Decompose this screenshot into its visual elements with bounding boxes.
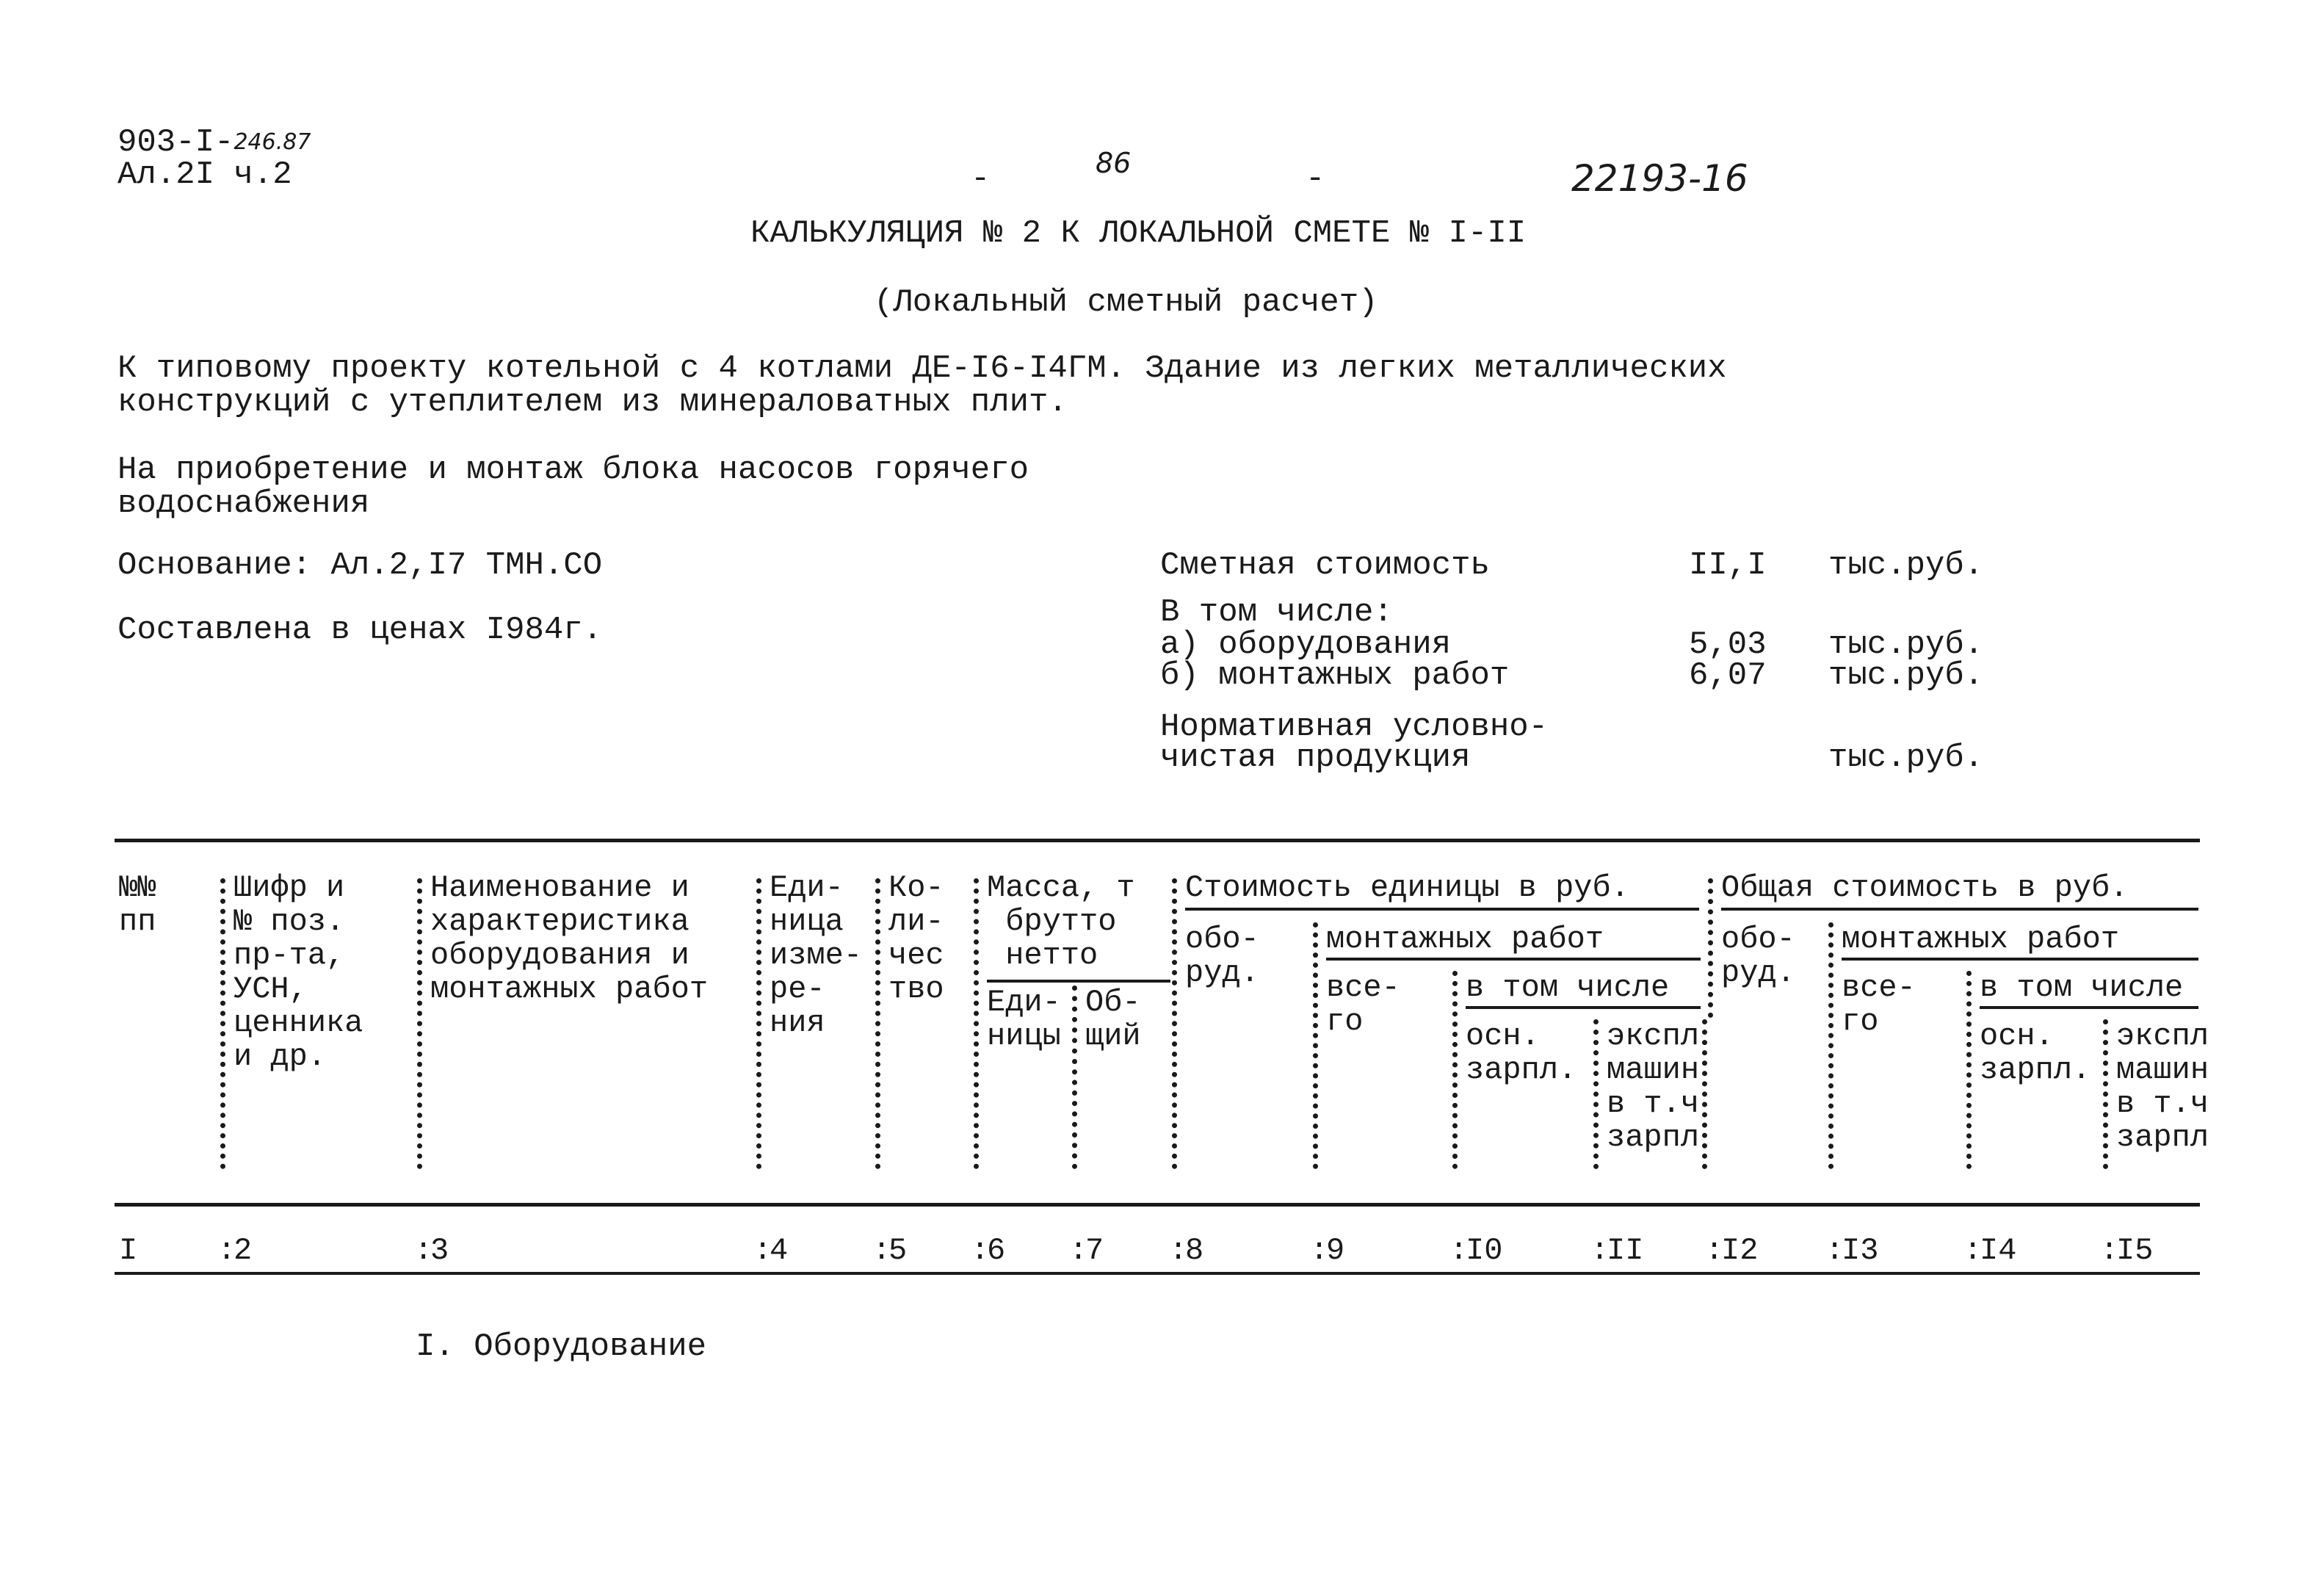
sep-11 xyxy=(1593,1019,1599,1169)
header-name: Наименование и характеристика оборудования и монтажных работ xyxy=(430,870,709,1007)
rule-total-mount xyxy=(1842,958,2198,961)
sep-5 xyxy=(875,878,880,1169)
dash-left: - xyxy=(971,161,991,198)
archive-number: 22193-16 xyxy=(1571,157,1748,200)
header-row-number: №№ пп xyxy=(119,870,156,939)
header-quantity: Ко- ли- чес тво xyxy=(888,870,944,1007)
rule-total-cost xyxy=(1721,908,2198,911)
table-number-row-rule xyxy=(115,1272,2200,1275)
col-number-5: 5 xyxy=(888,1233,908,1268)
header-total-equipment: обо- руд. xyxy=(1721,922,1795,991)
col-number-colon: : xyxy=(1963,1233,1983,1268)
sep-9 xyxy=(1313,922,1318,1169)
header-mass-unit: Еди- ницы xyxy=(987,985,1061,1054)
sep-11b xyxy=(1702,1019,1707,1169)
cost-including-label: В том числе: xyxy=(1160,594,1393,631)
dash-right: - xyxy=(1306,161,1325,198)
sep-12 xyxy=(1708,878,1713,1018)
col-number-8: 8 xyxy=(1185,1233,1204,1268)
col-number-colon: : xyxy=(1705,1233,1724,1268)
document-title: КАЛЬКУЛЯЦИЯ № 2 К ЛОКАЛЬНОЙ СМЕТЕ № І-ІІ xyxy=(750,215,1527,252)
cost-total-unit: тыс.руб. xyxy=(1828,547,1984,584)
header-mass: Масса, т брутто нетто xyxy=(987,870,1135,973)
sep-10 xyxy=(1452,971,1458,1169)
col-number-11: ІІ xyxy=(1607,1233,1644,1268)
col-number-2: 2 xyxy=(234,1233,253,1268)
purpose-line1: На приобретение и монтаж блока насосов горячего xyxy=(117,452,1029,488)
col-number-7: 7 xyxy=(1085,1233,1104,1268)
document-code-printed: 903-І- xyxy=(117,124,234,161)
cost-installation-label: б) монтажных работ xyxy=(1160,657,1510,694)
document-subtitle: (Локальный сметный расчет) xyxy=(874,284,1378,321)
cost-total-value: ІІ,І xyxy=(1689,547,1767,584)
col-number-4: 4 xyxy=(770,1233,789,1268)
project-description-line2: конструкций с утеплителем из минераловатных плит. xyxy=(117,384,1068,421)
header-total-machines: экспл машин в т.ч зарпл xyxy=(2116,1019,2209,1155)
col-number-colon: : xyxy=(1069,1233,1088,1268)
col-number-colon: : xyxy=(2100,1233,2119,1268)
col-number-14: І4 xyxy=(1980,1233,2017,1268)
sep-3 xyxy=(417,878,422,1169)
col-number-colon: : xyxy=(217,1233,236,1268)
col-number-13: І3 xyxy=(1842,1233,1879,1268)
header-total-cost: Общая стоимость в руб. xyxy=(1721,870,2129,905)
table-top-rule xyxy=(115,839,2200,842)
header-total-incl: в том числе xyxy=(1980,970,2184,1005)
header-total-mount-all: все- го xyxy=(1842,970,1916,1039)
header-unit-cost: Стоимость единицы в руб. xyxy=(1185,870,1629,905)
col-number-colon: : xyxy=(753,1233,772,1268)
rule-mass xyxy=(987,980,1170,983)
cost-installation-value: 6,07 xyxy=(1689,657,1767,694)
sep-2 xyxy=(220,878,225,1169)
table-header-bottom-rule xyxy=(115,1203,2200,1207)
col-number-15: І5 xyxy=(2116,1233,2154,1268)
col-number-6: 6 xyxy=(987,1233,1006,1268)
col-number-colon: : xyxy=(971,1233,990,1268)
col-number-colon: : xyxy=(1825,1233,1845,1268)
header-total-mount: монтажных работ xyxy=(1842,922,2120,957)
sep-7 xyxy=(1072,986,1077,1169)
col-number-10: І0 xyxy=(1466,1233,1503,1268)
sep-14 xyxy=(1966,971,1972,1169)
header-unit-salary: осн. зарпл. xyxy=(1466,1019,1577,1088)
col-number-12: І2 xyxy=(1721,1233,1759,1268)
header-unit-mount-all: все- го xyxy=(1326,970,1400,1039)
rule-unit-mount xyxy=(1326,958,1701,961)
sep-6 xyxy=(974,878,979,1169)
cost-installation-unit: тыс.руб. xyxy=(1828,657,1984,694)
header-code: Шифр и № поз. пр-та, УСН, ценника и др. xyxy=(234,870,363,1074)
cost-equipment-value: 5,03 xyxy=(1689,626,1767,663)
header-total-salary: осн. зарпл. xyxy=(1980,1019,2091,1088)
cost-total-label: Сметная стоимость xyxy=(1160,547,1490,584)
sep-4 xyxy=(756,878,761,1169)
section-title: І. Оборудование xyxy=(416,1328,707,1365)
purpose-line2: водоснабжения xyxy=(117,485,370,522)
col-number-1: І xyxy=(119,1233,138,1268)
sep-13 xyxy=(1828,922,1834,1169)
basis: Основание: Ал.2,І7 ТМН.СО xyxy=(117,547,603,584)
col-number-9: 9 xyxy=(1326,1233,1345,1268)
header-unit: Еди- ница изме- ре- ния xyxy=(770,870,863,1041)
page-number: 86 xyxy=(1096,147,1132,179)
rule-unit-incl xyxy=(1466,1006,1701,1009)
col-number-colon: : xyxy=(1310,1233,1329,1268)
document-code-handwritten: 246.87 xyxy=(234,129,311,155)
document-code xyxy=(117,126,311,159)
cost-equipment-unit: тыс.руб. xyxy=(1828,626,1984,663)
rule-unit-cost xyxy=(1185,908,1699,911)
project-description-line1: К типовому проекту котельной с 4 котлами ДЕ-І6-І4ГМ. Здание из легких металлических xyxy=(117,350,1727,387)
col-number-colon: : xyxy=(1169,1233,1188,1268)
header-mass-total: Об- щий xyxy=(1085,985,1141,1054)
header-unit-equipment: обо- руд. xyxy=(1185,922,1259,991)
col-number-3: 3 xyxy=(430,1233,449,1268)
col-number-colon: : xyxy=(1449,1233,1469,1268)
prices-year: Составлена в ценах І984г. xyxy=(117,612,603,648)
col-number-colon: : xyxy=(872,1233,891,1268)
cost-equipment-label: а) оборудования xyxy=(1160,626,1452,663)
sep-8 xyxy=(1172,878,1177,1169)
normative-label-line1: Нормативная условно- xyxy=(1160,709,1549,745)
header-unit-machines: экспл машин в т.ч зарпл xyxy=(1607,1019,1700,1155)
header-unit-incl: в том числе xyxy=(1466,970,1670,1005)
header-unit-mount: монтажных работ xyxy=(1326,922,1604,957)
normative-label-line2: чистая продукция xyxy=(1160,739,1471,776)
normative-unit: тыс.руб. xyxy=(1828,739,1984,776)
col-number-colon: : xyxy=(1590,1233,1610,1268)
rule-total-incl xyxy=(1980,1006,2198,1009)
sep-15 xyxy=(2103,1019,2108,1169)
album-reference: Ал.2І ч.2 xyxy=(117,156,292,193)
col-number-colon: : xyxy=(414,1233,433,1268)
